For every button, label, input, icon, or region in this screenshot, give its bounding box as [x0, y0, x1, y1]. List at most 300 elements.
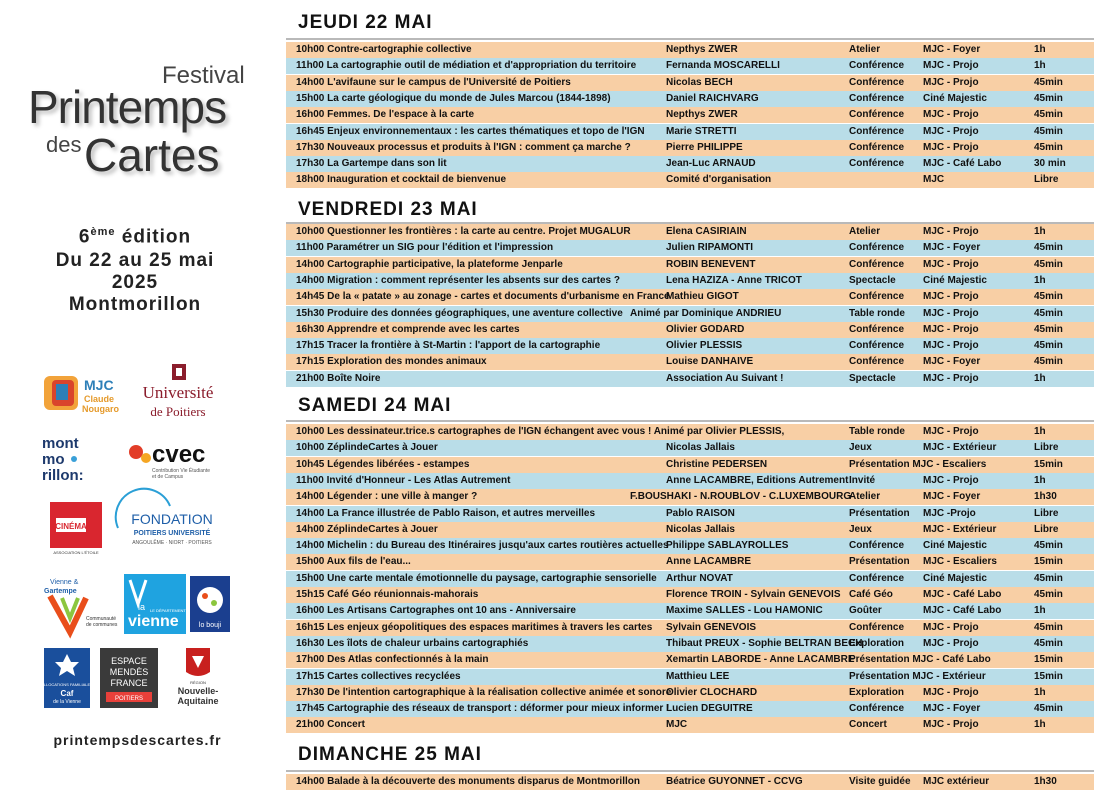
event-row[interactable] [286, 58, 1094, 74]
event-location: Ciné Majestic [923, 274, 987, 286]
svg-text:la: la [138, 602, 146, 612]
event-duration: 45min [1034, 589, 1063, 600]
event-row[interactable] [286, 587, 1094, 603]
event-title: 14h00 La France illustrée de Pablo Raison, et autres merveilles [296, 507, 596, 519]
logo-printemps-text: Printemps [28, 81, 227, 133]
event-row[interactable] [286, 538, 1094, 554]
event-location: MJC - Projo [923, 372, 979, 384]
event-speaker: Jean-Luc ARNAUD [666, 158, 756, 170]
event-duration: 15min [1034, 654, 1063, 666]
event-duration: 1h [1034, 44, 1046, 55]
event-speaker: Anne LACAMBRE [666, 556, 751, 568]
event-speaker: MJC [666, 719, 688, 731]
event-speaker: Christine PEDERSEN [666, 458, 768, 470]
event-location: MJC - Projo [923, 141, 979, 153]
event-row[interactable] [286, 685, 1094, 701]
event-speaker: Pierre PHILIPPE [666, 141, 743, 153]
event-row[interactable] [286, 354, 1094, 370]
event-title: 14h00 Migration : comment représenter les absents sur des cartes ? [296, 274, 621, 286]
event-type: Atelier [849, 44, 881, 55]
edition-number [0, 226, 270, 248]
event-duration: 15min [1034, 556, 1063, 568]
svg-text:RÉGION: RÉGION [190, 680, 206, 685]
day-divider [286, 770, 1094, 772]
event-type: Conférence [849, 125, 905, 137]
svg-text:cvec: cvec [152, 441, 206, 468]
event-row[interactable] [286, 107, 1094, 123]
event-row[interactable] [286, 603, 1094, 619]
event-location: MJC - Projo [923, 426, 979, 437]
svg-text:Gartempe: Gartempe [44, 588, 77, 595]
event-title: 10h00 ZéplindeCartes à Jouer [296, 442, 438, 454]
event-type: Spectacle [849, 274, 896, 286]
event-title: 14h00 Cartographie participative, la plateforme Jenparle [296, 258, 563, 270]
event-row[interactable] [286, 554, 1094, 570]
event-row[interactable] [286, 124, 1094, 140]
event-duration: 1h [1034, 60, 1046, 72]
event-type: Exploration [849, 686, 905, 698]
event-speaker: F.BOUSHAKI - N.ROUBLOV - C.LUXEMBOURG [630, 491, 852, 503]
svg-text:Communauté: Communauté [86, 616, 117, 622]
event-speaker: Nicolas Jallais [666, 523, 735, 535]
event-duration: 1h [1034, 226, 1046, 237]
event-type: Conférence [849, 323, 905, 335]
event-row[interactable] [286, 306, 1094, 322]
event-speaker: Philippe SABLAYROLLES [666, 540, 789, 552]
day-title: JEUDI 22 MAI [298, 12, 433, 33]
edition-sup: ème [90, 226, 116, 238]
la-vienne-graphic [124, 574, 186, 634]
event-type: Présentation MJC - Café Labo [849, 654, 991, 666]
event-row[interactable] [286, 489, 1094, 505]
event-type: Café Géo [849, 589, 893, 600]
espace-mendes-france-graphic [100, 648, 158, 708]
event-duration: Libre [1034, 523, 1059, 535]
event-duration: 45min [1034, 572, 1063, 584]
event-type: Atelier [849, 226, 881, 237]
day-title: VENDREDI 23 MAI [298, 199, 478, 220]
event-title: 15h30 Produire des données géographiques, une aventure collective [296, 307, 623, 319]
event-duration: 45min [1034, 258, 1063, 270]
event-type: Présentation [849, 507, 910, 519]
event-location: MJC - Projo [923, 621, 979, 633]
event-location: MJC - Foyer [923, 356, 981, 368]
caf-vienne-logo[interactable] [41, 648, 93, 708]
event-duration: 45min [1034, 76, 1063, 88]
event-type: Concert [849, 719, 887, 731]
event-title: 17h30 Nouveaux processus et produits à l'IGN : comment ça marche ? [296, 141, 631, 153]
event-row[interactable] [286, 371, 1094, 387]
event-duration: 1h30 [1034, 776, 1057, 787]
edition-dates: Du 22 au 25 mai [55, 250, 215, 271]
svg-text:ASSOCIATION L'ÉTOILE: ASSOCIATION L'ÉTOILE [53, 550, 99, 555]
event-speaker: Matthieu LEE [666, 670, 730, 682]
event-duration: 1h [1034, 605, 1046, 617]
event-title: 11h00 La cartographie outil de médiation et d'appropriation du territoire [296, 60, 637, 72]
event-location: MJC [923, 174, 945, 186]
event-speaker: Comité d'organisation [666, 174, 772, 186]
svg-text:POITIERS UNIVERSITÉ: POITIERS UNIVERSITÉ [133, 530, 211, 537]
svg-text:LE DÉPARTEMENT: LE DÉPARTEMENT [150, 608, 186, 613]
event-speaker: Nicolas BECH [666, 76, 733, 88]
event-duration: 45min [1034, 242, 1063, 254]
event-type: Exploration [849, 637, 905, 649]
event-location: MJC - Extérieur [923, 442, 997, 454]
event-duration: 45min [1034, 540, 1063, 552]
svg-text:ALLOCATIONS FAMILIALES: ALLOCATIONS FAMILIALES [41, 682, 93, 687]
event-location: MJC - Foyer [923, 703, 981, 715]
event-duration: 1h [1034, 426, 1046, 437]
event-speaker: Thibaut PREUX - Sophie BELTRAN BECH [666, 637, 863, 649]
fondation-poitiers-logo[interactable] [112, 498, 224, 556]
event-title: 10h00 Les dessinateur.trice.s cartographes de l'IGN échangent avec vous ! Animé par Olivier PLESSIS, [296, 426, 785, 437]
svg-text:de Poitiers: de Poitiers [150, 404, 206, 419]
svg-text:de communes: de communes [86, 622, 118, 628]
event-speaker: Animé par Dominique ANDRIEU [630, 307, 782, 319]
event-location: MJC - Projo [923, 686, 979, 698]
lo-bouji-logo[interactable] [190, 576, 230, 632]
edition-city: Montmorillon [68, 294, 202, 315]
svg-text:de la Vienne: de la Vienne [53, 699, 81, 705]
logo-des-text: des [46, 132, 82, 157]
event-title: 14h00 Légender : une ville à manger ? [296, 491, 478, 503]
event-type: Invité [849, 474, 876, 486]
event-row[interactable] [286, 717, 1094, 733]
event-location: MJC - Extérieur [923, 523, 997, 535]
espace-mendes-france-logo[interactable] [100, 648, 158, 708]
event-title: 17h15 Tracer la frontière à St-Martin : l'apport de la cartographie [296, 340, 601, 352]
edition-year: 2025 [111, 272, 159, 293]
event-location: MJC - Projo [923, 323, 979, 335]
event-location: Ciné Majestic [923, 540, 987, 552]
event-speaker: Anne LACAMBRE, Editions Autrement [666, 474, 849, 486]
event-row[interactable] [286, 774, 1094, 790]
event-type: Jeux [849, 442, 872, 454]
day-divider [286, 420, 1094, 422]
event-type: Atelier [849, 491, 881, 503]
event-title: 14h00 ZéplindeCartes à Jouer [296, 523, 438, 535]
day-title: DIMANCHE 25 MAI [298, 744, 482, 765]
event-speaker: Arthur NOVAT [666, 572, 733, 584]
event-type: Conférence [849, 60, 905, 72]
event-duration: 1h30 [1034, 491, 1057, 503]
event-duration: 45min [1034, 125, 1063, 137]
event-speaker: Nicolas Jallais [666, 442, 735, 454]
event-speaker: Julien RIPAMONTI [666, 242, 754, 254]
event-speaker: Florence TROIN - Sylvain GENEVOIS [666, 589, 841, 600]
logo-festival-text: Festival [162, 62, 245, 89]
event-duration: 15min [1034, 670, 1063, 682]
vienne-gartempe-logo[interactable] [40, 574, 120, 634]
mjc-logo-graphic [42, 368, 124, 420]
event-location: MJC - Café Labo [923, 158, 1002, 170]
event-title: 16h30 Les îlots de chaleur urbains cartographiés [296, 637, 529, 649]
event-duration: 45min [1034, 340, 1063, 352]
svg-text:ANGOULÊME · NIORT · POITIERS: ANGOULÊME · NIORT · POITIERS [132, 540, 212, 546]
event-speaker: Nepthys ZWER [666, 44, 738, 55]
event-row[interactable] [286, 620, 1094, 636]
svg-text:Contribution Vie Étudiante: Contribution Vie Étudiante [152, 468, 211, 474]
cinema-majestic-graphic [48, 500, 104, 556]
event-type: Présentation MJC - Extérieur [849, 670, 986, 682]
event-row[interactable] [286, 338, 1094, 354]
fondation-poitiers-graphic [112, 498, 224, 556]
event-speaker: Marie STRETTI [666, 125, 737, 137]
lo-bouji-graphic [190, 576, 230, 632]
event-type: Conférence [849, 340, 905, 352]
svg-text:ESPACE: ESPACE [111, 656, 147, 666]
event-title: 17h00 Des Atlas confectionnés à la main [296, 654, 489, 666]
nouvelle-aquitaine-logo[interactable] [170, 646, 226, 708]
event-title: 11h00 Paramétrer un SIG pour l'édition et l'impression [296, 242, 554, 254]
event-type: Conférence [849, 258, 905, 270]
event-location: MJC - Foyer [923, 242, 981, 254]
event-row[interactable] [286, 652, 1094, 668]
event-location: MJC - Projo [923, 291, 979, 303]
event-type: Présentation MJC - Escaliers [849, 458, 987, 470]
event-row[interactable] [286, 701, 1094, 717]
event-location: MJC - Projo [923, 109, 979, 121]
event-location: MJC - Café Labo [923, 589, 1002, 600]
event-row[interactable] [286, 156, 1094, 172]
event-row[interactable] [286, 172, 1094, 188]
event-location: Ciné Majestic [923, 572, 987, 584]
event-row[interactable] [286, 240, 1094, 256]
svg-text:mont: mont [42, 435, 79, 452]
svg-text:vienne: vienne [128, 613, 179, 630]
event-type: Conférence [849, 291, 905, 303]
event-location: Ciné Majestic [923, 92, 987, 104]
event-duration: 45min [1034, 92, 1063, 104]
event-duration: 45min [1034, 703, 1063, 715]
event-row[interactable] [286, 224, 1094, 240]
event-title: 21h00 Boîte Noire [296, 372, 381, 384]
event-location: MJC - Projo [923, 125, 979, 137]
event-title: 15h00 La carte géologique du monde de Jules Marcou (1844-1898) [296, 92, 611, 104]
event-title: 10h00 Questionner les frontières : la carte au centre. Projet MUGALUR [296, 226, 631, 237]
event-title: 17h15 Cartes collectives recyclées [296, 670, 461, 682]
svg-text:Nougaro: Nougaro [82, 404, 119, 414]
event-location: MJC - Projo [923, 719, 979, 731]
edition-num: 6 [78, 226, 91, 248]
event-row[interactable] [286, 424, 1094, 440]
event-location: MJC - Foyer [923, 44, 981, 55]
event-row[interactable] [286, 322, 1094, 338]
event-speaker: Louise DANHAIVE [666, 356, 754, 368]
event-speaker: Olivier CLOCHARD [666, 686, 758, 698]
event-row[interactable] [286, 473, 1094, 489]
event-speaker: Association Au Suivant ! [666, 372, 784, 384]
edition-text: édition [115, 226, 192, 248]
event-row[interactable] [286, 273, 1094, 289]
event-speaker: Lucien DEGUITRE [666, 703, 753, 715]
event-speaker: Pablo RAISON [666, 507, 735, 519]
event-title: 17h15 Exploration des mondes animaux [296, 356, 487, 368]
event-type: Conférence [849, 92, 905, 104]
caf-vienne-graphic [41, 648, 93, 708]
cvec-logo[interactable] [126, 434, 226, 482]
event-location: MJC -Projo [923, 507, 976, 519]
event-location: MJC - Projo [923, 637, 979, 649]
svg-text:mo: mo [42, 451, 65, 468]
event-title: 21h00 Concert [296, 719, 365, 731]
event-type: Conférence [849, 76, 905, 88]
universite-poitiers-graphic [128, 362, 228, 422]
event-title: 10h00 Contre-cartographie collective [296, 44, 472, 55]
event-type: Conférence [849, 356, 905, 368]
event-location: MJC - Projo [923, 60, 979, 72]
event-type: Table ronde [849, 307, 905, 319]
mjc-logo[interactable] [42, 368, 124, 420]
event-speaker: Olivier GODARD [666, 323, 745, 335]
event-duration: 45min [1034, 356, 1063, 368]
event-title: 14h45 De la « patate » au zonage - cartes et documents d'urbanisme en France [296, 291, 670, 303]
svg-text:Caf: Caf [60, 689, 74, 698]
event-location: MJC - Projo [923, 340, 979, 352]
event-type: Spectacle [849, 372, 896, 384]
event-row[interactable] [286, 571, 1094, 587]
event-type: Conférence [849, 572, 905, 584]
event-title: 17h30 La Gartempe dans son lit [296, 158, 447, 170]
event-location: MJC - Projo [923, 258, 979, 270]
event-title: 15h00 Une carte mentale émotionnelle du paysage, cartographie sensorielle [296, 572, 657, 584]
event-speaker: Lena HAZIZA - Anne TRICOT [666, 274, 802, 286]
event-title: 17h45 Cartographie des réseaux de transport : déformer pour mieux informer ! [296, 703, 670, 715]
svg-text:lo bouji: lo bouji [198, 622, 222, 629]
event-duration: 45min [1034, 323, 1063, 335]
event-row[interactable] [286, 140, 1094, 156]
event-duration: 1h [1034, 274, 1046, 286]
event-speaker: Nepthys ZWER [666, 109, 738, 121]
event-duration: 15min [1034, 458, 1063, 470]
event-location: MJC - Café Labo [923, 605, 1002, 617]
event-duration: 45min [1034, 307, 1063, 319]
cvec-graphic [126, 434, 226, 482]
event-duration: 45min [1034, 621, 1063, 633]
svg-text:FONDATION: FONDATION [131, 511, 213, 527]
event-type: Conférence [849, 621, 905, 633]
event-row[interactable] [286, 669, 1094, 685]
event-type: Conférence [849, 158, 905, 170]
svg-text:Aquitaine: Aquitaine [177, 696, 219, 706]
event-location: MJC - Projo [923, 474, 979, 486]
day-divider [286, 38, 1094, 40]
event-row[interactable] [286, 636, 1094, 652]
event-title: 16h45 Enjeux environnementaux : les cartes thématiques et topo de l'IGN [296, 125, 645, 137]
event-type: Table ronde [849, 426, 905, 437]
event-row[interactable] [286, 457, 1094, 473]
website-url[interactable]: printempsdescartes.fr [53, 732, 222, 748]
event-type: Goûter [849, 605, 882, 617]
event-title: 11h00 Invité d'Honneur - Les Atlas Autrement [296, 474, 511, 486]
festival-sidebar [0, 0, 270, 810]
event-title: 10h45 Légendes libérées - estampes [296, 458, 470, 470]
event-speaker: Mathieu GIGOT [666, 291, 739, 303]
event-speaker: Xemartin LABORDE - Anne LACAMBRE [666, 654, 855, 666]
event-type: Conférence [849, 141, 905, 153]
event-duration: Libre [1034, 174, 1059, 186]
event-row[interactable] [286, 75, 1094, 91]
svg-text:Vienne &: Vienne & [50, 579, 79, 586]
event-speaker: Daniel RAICHVARG [666, 92, 759, 104]
event-title: 14h00 L'avifaune sur le campus de l'Université de Poitiers [296, 76, 571, 88]
event-duration: 45min [1034, 141, 1063, 153]
montmorillon-graphic [40, 432, 120, 488]
event-duration: 1h [1034, 719, 1046, 731]
event-row[interactable] [286, 91, 1094, 107]
svg-text:rillon:: rillon: [42, 467, 84, 484]
svg-text:MJC: MJC [84, 377, 114, 393]
event-location: MJC - Projo [923, 76, 979, 88]
event-duration: 45min [1034, 291, 1063, 303]
event-row[interactable] [286, 257, 1094, 273]
event-speaker: Béatrice GUYONNET - CCVG [666, 776, 803, 787]
event-title: 16h00 Les Artisans Cartographes ont 10 ans - Anniversaire [296, 605, 576, 617]
event-duration: 30 min [1034, 158, 1066, 170]
event-type: Jeux [849, 523, 872, 535]
event-type: Conférence [849, 703, 905, 715]
event-row[interactable] [286, 440, 1094, 456]
event-speaker: ROBIN BENEVENT [666, 258, 756, 270]
svg-text:FRANCE: FRANCE [110, 678, 148, 688]
la-vienne-logo[interactable] [124, 574, 186, 634]
event-duration: Libre [1034, 442, 1059, 454]
event-row[interactable] [286, 522, 1094, 538]
svg-text:CINÉMA: CINÉMA [55, 522, 87, 531]
event-speaker: Fernanda MOSCARELLI [666, 60, 780, 72]
event-type: Conférence [849, 242, 905, 254]
event-duration: 1h [1034, 474, 1046, 486]
svg-text:POITIERS: POITIERS [114, 696, 144, 702]
montmorillon-logo[interactable] [40, 432, 120, 488]
event-speaker: Olivier PLESSIS [666, 340, 743, 352]
day-title: SAMEDI 24 MAI [298, 395, 452, 416]
event-title: 17h30 De l'intention cartographique à la réalisation collective animée et sonore [296, 686, 672, 698]
event-title: 14h00 Michelin : du Bureau des Itinéraires jusqu'aux cartes routières actuelles [296, 540, 669, 552]
event-title: 15h00 Aux fils de l'eau... [296, 556, 411, 568]
event-title: 16h00 Femmes. De l'espace à la carte [296, 109, 475, 121]
event-title: 15h15 Café Géo réunionnais-mahorais [296, 589, 479, 600]
event-row[interactable] [286, 42, 1094, 58]
event-row[interactable] [286, 506, 1094, 522]
cinema-majestic-logo[interactable] [48, 500, 104, 556]
event-duration: 45min [1034, 637, 1063, 649]
event-type: Conférence [849, 109, 905, 121]
logo-cartes-text: Cartes [84, 129, 220, 181]
universite-poitiers-logo[interactable] [128, 362, 228, 422]
event-row[interactable] [286, 289, 1094, 305]
event-title: 16h15 Les enjeux géopolitiques des espaces maritimes à travers les cartes [296, 621, 653, 633]
event-type: Présentation [849, 556, 910, 568]
svg-text:Claude: Claude [84, 394, 115, 404]
event-speaker: Elena CASIRIAIN [666, 226, 747, 237]
event-duration: Libre [1034, 507, 1059, 519]
svg-text:Université: Université [142, 383, 214, 402]
event-location: MJC extérieur [923, 776, 990, 787]
nouvelle-aquitaine-graphic [170, 646, 226, 708]
svg-text:Nouvelle-: Nouvelle- [177, 686, 219, 696]
svg-text:MENDÈS: MENDÈS [109, 667, 149, 677]
event-location: MJC - Projo [923, 226, 979, 237]
event-title: 16h30 Apprendre et comprende avec les cartes [296, 323, 520, 335]
event-location: MJC - Escaliers [923, 556, 997, 568]
event-title: 14h00 Balade à la découverte des monuments disparus de Montmorillon [296, 776, 640, 787]
event-speaker: Maxime SALLES - Lou HAMONIC [666, 605, 823, 617]
event-title: 18h00 Inauguration et cocktail de bienvenue [296, 174, 507, 186]
event-duration: 1h [1034, 686, 1046, 698]
event-type: Visite guidée [849, 776, 911, 787]
event-location: MJC - Projo [923, 307, 979, 319]
